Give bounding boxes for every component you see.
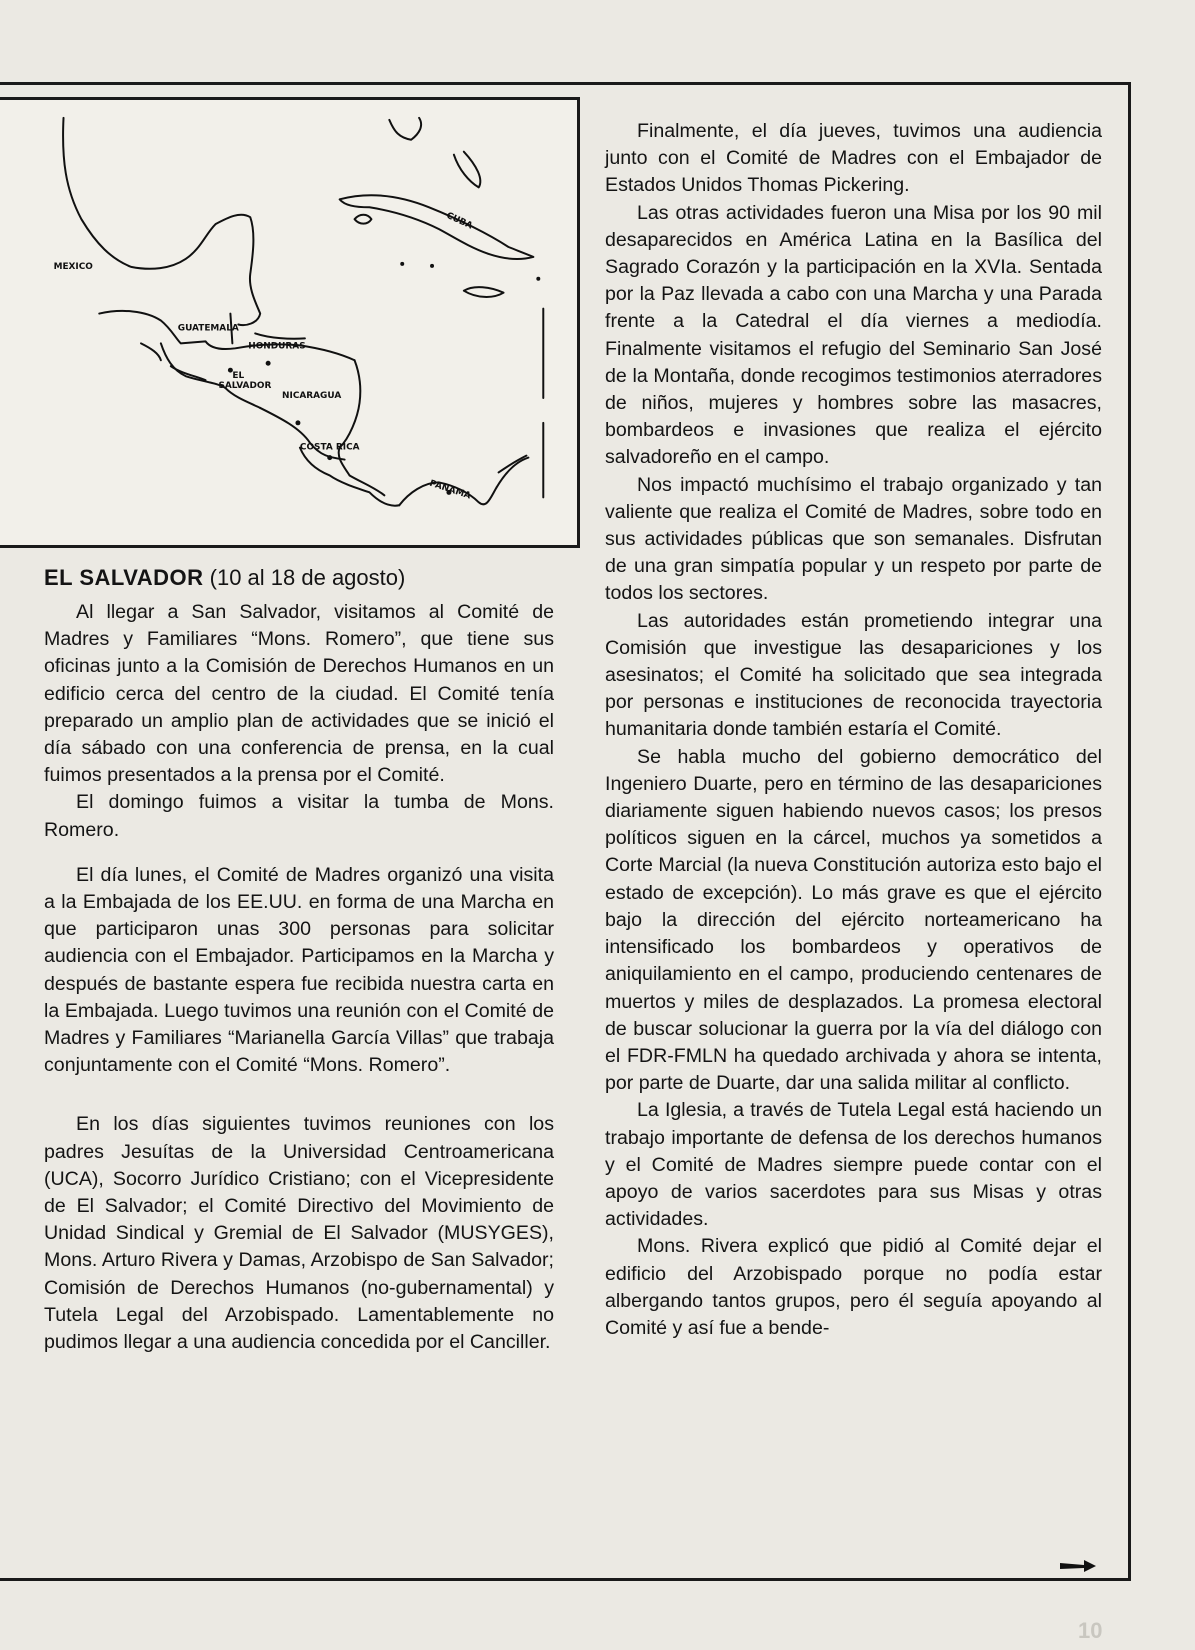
right-paragraph-2: Las otras actividades fueron una Misa por los 90 mil desaparecidos en América Latina en la Basílica del Sagrado Corazón y la participación en la XVIa. Sentada por la Paz llevada a cabo con una Marcha y una Parada frente a la Catedral el día viernes a mediodía. Finalmente visitamos el refugio del Seminario San José de la Montaña, donde recogimos testimonios aterradores de niños, mujeres y hombres sobre las masacres, bombardeos e invasiones que realiza el ejército salvadoreño en el campo. (605, 201, 1102, 469)
right-paragraph-3: Nos impactó muchísimo el trabajo organizado y tan valiente que realiza el Comité de Madres, sobre todo en sus actividades públicas que son semanales. Disfrutan de una gran simpatía popular y un respeto por parte de todos los sectores. (605, 473, 1102, 605)
map-label-costa-rica: COSTA RICA (299, 442, 360, 453)
section-heading (44, 563, 554, 593)
right-column (605, 118, 1102, 1342)
map-label-el: EL (232, 371, 245, 382)
central-america-map (0, 97, 580, 548)
right-paragraph-1: Finalmente, el día jueves, tuvimos una audiencia junto con el Comité de Madres con el Embajador de Estados Unidos Thomas Pickering. (605, 120, 1102, 197)
map-label-guatemala: GUATEMALA (177, 323, 239, 334)
right-paragraph-6: La Iglesia, a través de Tutela Legal está haciendo un trabajo importante de defensa de los derechos humanos y el Comité de Madres siempre puede contar con el apoyo de varios sacerdotes para sus Misas y otras actividades. (605, 1099, 1102, 1231)
continue-arrow-icon (1060, 1559, 1096, 1573)
map-drawing (0, 100, 577, 545)
map-label-cuba: CUBA (444, 210, 474, 232)
heading-dates: (10 al 18 de agosto) (203, 565, 406, 590)
left-paragraph-4: En los días siguientes tuvimos reuniones con los padres Jesuítas de la Universidad Centroamericana (UCA), Socorro Jurídico Cristiano; con el Vicepresidente de El Salvador; el Comité Directivo del Movimiento de Unidad Sindical y Gremial de El Salvador (MUSYGES), Mons. Arturo Rivera y Damas, Arzobispo de San Salvador; Comisión de Derechos Humanos (no-gubernamental) y Tutela Legal del Arzobispado. Lamentablemente no pudimos llegar a una audiencia concedida por el Canciller. (44, 1113, 554, 1354)
heading-title: EL SALVADOR (44, 565, 204, 590)
left-column (44, 563, 554, 1356)
right-paragraph-7: Mons. Rivera explicó que pidió al Comité dejar el edificio del Arzobispado porque no podía estar albergando tantos grupos, pero él seguía apoyando al Comité y así fue a bende- (605, 1235, 1102, 1339)
map-label-salvador: SALVADOR (218, 381, 272, 392)
map-label-nicaragua: NICARAGUA (282, 390, 342, 401)
map-label-mexico: MEXICO (53, 261, 93, 272)
right-paragraph-4: Las autoridades están prometiendo integrar una Comisión que investigue las desapariciones y los asesinatos; el Comité ha solicitado que sea integrada por personas e instituciones de reconocida trayectoria humanitaria donde también estaría el Comité. (605, 609, 1102, 741)
right-paragraph-5: Se habla mucho del gobierno democrático del Ingeniero Duarte, pero en término de las desapariciones diariamente siguen habiendo nuevos casos; los presos políticos siguen en la cárcel, muchos ya sometidos a Corte Marcial (la nueva Constitución autoriza esto bajo el estado de excepción). Lo más grave es que el ejército bajo la dirección del ejército norteamericano ha intensificado los bombardeos y operativos de aniquilamiento en el campo, produciendo centenares de muertos y miles de desplazados. La promesa electoral de buscar solucionar la guerra por la vía del diálogo con el FDR-FMLN ha quedado archivada y ahora se intenta, por parte de Duarte, dar una salida militar al conflicto. (605, 745, 1102, 1095)
left-paragraph-1: Al llegar a San Salvador, visitamos al Comité de Madres y Familiares “Mons. Romero”, que tiene sus oficinas junto a la Comisión de Derechos Humanos en un edificio cerca del centro de la ciudad. El Comité tenía preparado un amplio plan de actividades que se inició el día sábado con una conferencia de prensa, en la cual fuimos presentados a la prensa por el Comité. (44, 601, 554, 787)
left-paragraph-3: El día lunes, el Comité de Madres organizó una visita a la Embajada de los EE.UU. en forma de una Marcha en que participaron unas 300 personas para solicitar audiencia con el Embajador. Participamos en la Marcha y después de bastante espera fue recibida nuestra carta en la Embajada. Luego tuvimos una reunión con el Comité de Madres y Familiares “Marianella García Villas” que trabaja conjuntamente con el Comité “Mons. Romero”. (44, 863, 554, 1077)
page-number: 10 (1078, 1618, 1103, 1643)
map-label-honduras: HONDURAS (248, 341, 306, 352)
map-label-panama: PANAMA (428, 478, 472, 502)
left-paragraph-2: El domingo fuimos a visitar la tumba de Mons. Romero. (44, 791, 554, 841)
